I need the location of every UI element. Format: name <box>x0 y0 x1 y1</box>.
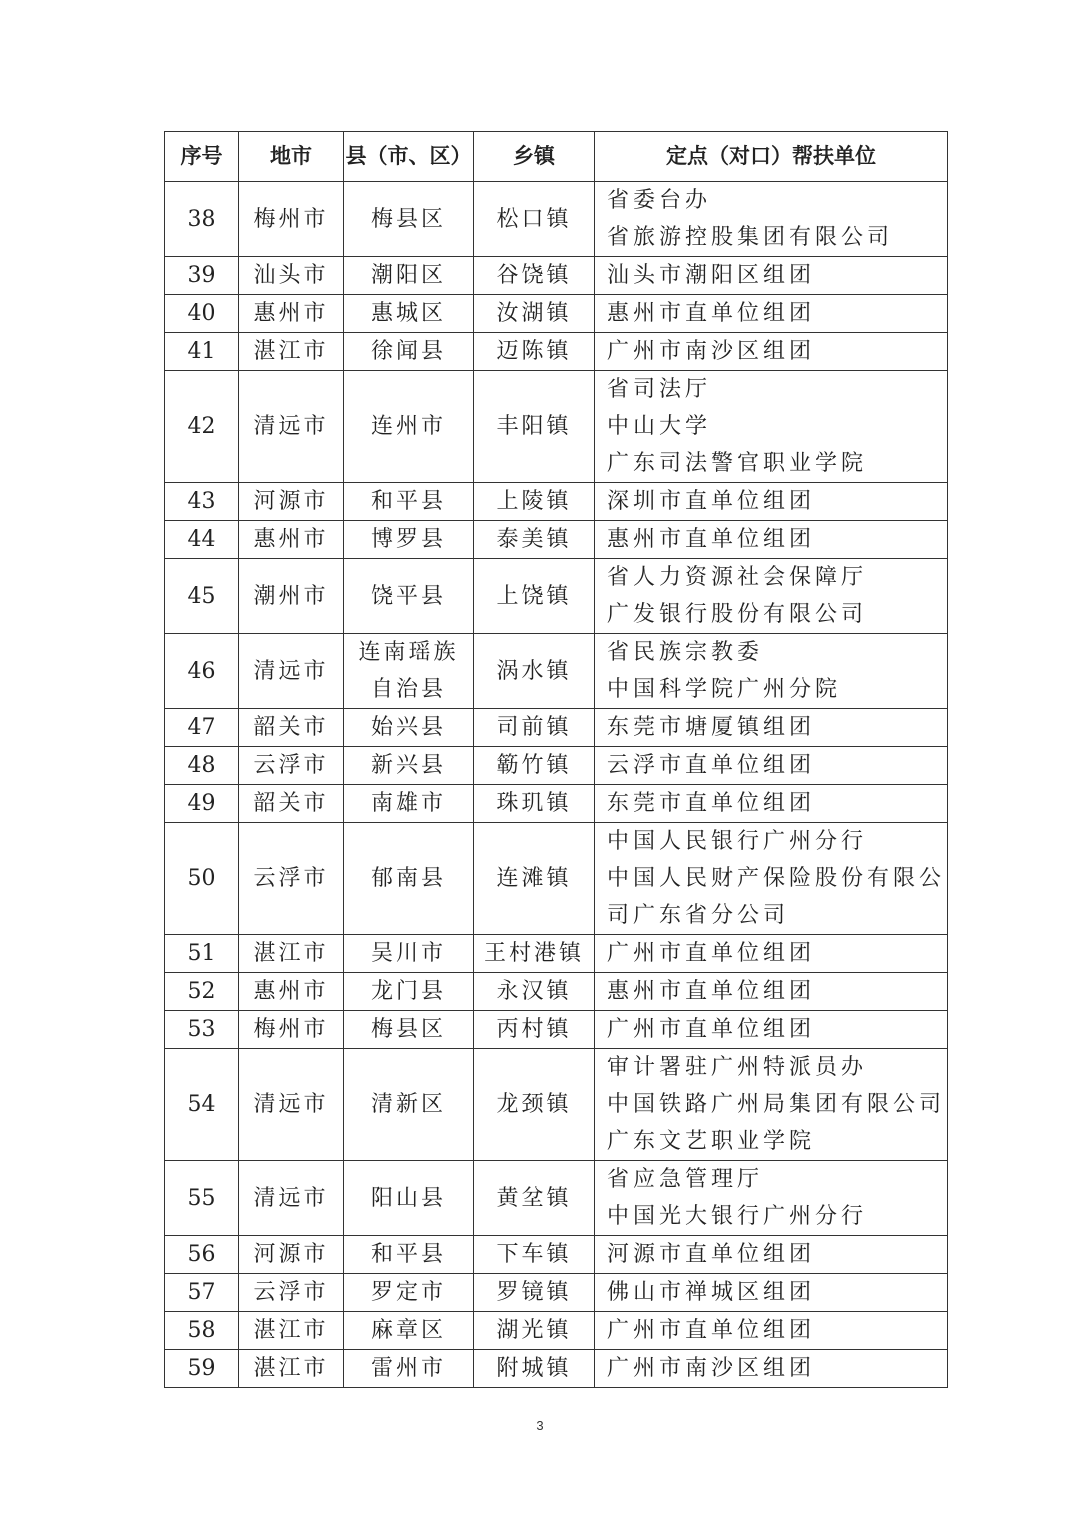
table-row <box>165 182 948 257</box>
county-line: 连州市 <box>370 414 446 439</box>
cell-serial: 46 <box>165 634 239 709</box>
cell-county <box>344 709 474 747</box>
table-row <box>165 785 948 823</box>
cell-city: 云浮市 <box>239 823 344 935</box>
cell-town: 珠玑镇 <box>474 785 595 823</box>
cell-town: 丙村镇 <box>474 1011 595 1049</box>
cell-county <box>344 1274 474 1312</box>
assistance-unit: 惠州市直单位组团 <box>607 301 816 326</box>
county-line: 梅县区 <box>370 1017 446 1042</box>
table-row <box>165 823 948 935</box>
cell-serial: 56 <box>165 1236 239 1274</box>
cell-city: 清远市 <box>239 371 344 483</box>
cell-assistance-units <box>595 935 948 973</box>
cell-city: 云浮市 <box>239 747 344 785</box>
county-line: 惠城区 <box>370 301 446 326</box>
cell-serial: 59 <box>165 1350 239 1388</box>
cell-assistance-units <box>595 257 948 295</box>
assistance-unit: 广东文艺职业学院 <box>607 1129 816 1154</box>
assistance-unit: 省应急管理厅 <box>607 1167 764 1192</box>
county-line: 自治县 <box>370 677 446 702</box>
cell-serial: 47 <box>165 709 239 747</box>
assistance-unit: 广州市南沙区组团 <box>607 1356 816 1381</box>
cell-town: 上饶镇 <box>474 559 595 634</box>
assistance-unit: 惠州市直单位组团 <box>607 979 816 1004</box>
county-line: 和平县 <box>370 1242 446 1267</box>
cell-county <box>344 823 474 935</box>
assistance-unit: 广州市直单位组团 <box>607 941 816 966</box>
cell-city: 梅州市 <box>239 182 344 257</box>
header-town: 乡镇 <box>474 132 595 182</box>
assistance-unit: 东莞市直单位组团 <box>607 791 816 816</box>
cell-county <box>344 1350 474 1388</box>
cell-city: 梅州市 <box>239 1011 344 1049</box>
cell-county <box>344 747 474 785</box>
cell-city: 惠州市 <box>239 521 344 559</box>
cell-town: 涡水镇 <box>474 634 595 709</box>
table-row <box>165 1161 948 1236</box>
county-line: 阳山县 <box>370 1185 446 1211</box>
table-row <box>165 1236 948 1274</box>
cell-city: 韶关市 <box>239 785 344 823</box>
cell-assistance-units <box>595 559 948 634</box>
table-row <box>165 483 948 521</box>
county-line: 和平县 <box>370 489 446 514</box>
cell-town: 连滩镇 <box>474 823 595 935</box>
cell-county <box>344 1161 474 1236</box>
assistance-unit: 云浮市直单位组团 <box>607 753 816 778</box>
cell-assistance-units <box>595 521 948 559</box>
cell-town: 簕竹镇 <box>474 747 595 785</box>
cell-serial: 45 <box>165 559 239 634</box>
cell-town: 上陵镇 <box>474 483 595 521</box>
assistance-unit: 佛山市禅城区组团 <box>607 1280 816 1305</box>
cell-county <box>344 257 474 295</box>
header-county: 县（市、区） <box>344 132 474 182</box>
assistance-unit: 中国光大银行广州分行 <box>607 1204 868 1229</box>
cell-town: 龙颈镇 <box>474 1049 595 1161</box>
table-row <box>165 1011 948 1049</box>
cell-town: 附城镇 <box>474 1350 595 1388</box>
table-row <box>165 333 948 371</box>
county-line: 博罗县 <box>370 527 446 552</box>
cell-city: 清远市 <box>239 1161 344 1236</box>
cell-serial: 38 <box>165 182 239 257</box>
cell-town: 永汉镇 <box>474 973 595 1011</box>
table-row <box>165 935 948 973</box>
cell-assistance-units <box>595 785 948 823</box>
cell-assistance-units <box>595 333 948 371</box>
cell-city: 湛江市 <box>239 1312 344 1350</box>
assistance-unit: 省旅游控股集团有限公司 <box>607 225 894 250</box>
cell-city: 湛江市 <box>239 935 344 973</box>
assistance-unit: 广州市直单位组团 <box>607 1017 816 1042</box>
cell-town: 谷饶镇 <box>474 257 595 295</box>
cell-assistance-units <box>595 1049 948 1161</box>
county-line: 潮阳区 <box>370 263 446 288</box>
assistance-unit: 省司法厅 <box>607 377 712 402</box>
cell-city: 云浮市 <box>239 1274 344 1312</box>
assistance-unit: 中国人民银行广州分行 <box>607 829 868 854</box>
cell-town: 下车镇 <box>474 1236 595 1274</box>
cell-city: 河源市 <box>239 1236 344 1274</box>
cell-assistance-units <box>595 1161 948 1236</box>
cell-serial: 43 <box>165 483 239 521</box>
county-line: 梅县区 <box>370 206 446 232</box>
header-city: 地市 <box>239 132 344 182</box>
cell-county <box>344 1011 474 1049</box>
cell-town: 泰美镇 <box>474 521 595 559</box>
cell-city: 湛江市 <box>239 1350 344 1388</box>
table-row <box>165 747 948 785</box>
cell-county <box>344 973 474 1011</box>
cell-county <box>344 785 474 823</box>
cell-serial: 42 <box>165 371 239 483</box>
assistance-unit: 汕头市潮阳区组团 <box>607 263 816 288</box>
county-line: 始兴县 <box>370 715 446 740</box>
cell-assistance-units <box>595 295 948 333</box>
cell-serial: 50 <box>165 823 239 935</box>
assistance-unit: 广东司法警官职业学院 <box>607 451 868 476</box>
county-line: 罗定市 <box>370 1280 446 1305</box>
cell-city: 韶关市 <box>239 709 344 747</box>
cell-assistance-units <box>595 371 948 483</box>
assistance-unit: 东莞市塘厦镇组团 <box>607 715 816 740</box>
cell-serial: 44 <box>165 521 239 559</box>
cell-assistance-units <box>595 709 948 747</box>
cell-county <box>344 1312 474 1350</box>
county-line: 麻章区 <box>370 1318 446 1343</box>
assistance-unit: 深圳市直单位组团 <box>607 489 816 514</box>
assistance-unit: 中国铁路广州局集团有限公司 <box>607 1092 946 1117</box>
table-row <box>165 709 948 747</box>
cell-county <box>344 559 474 634</box>
cell-serial: 52 <box>165 973 239 1011</box>
table-row <box>165 521 948 559</box>
cell-county <box>344 483 474 521</box>
county-line: 徐闻县 <box>370 339 446 364</box>
cell-serial: 53 <box>165 1011 239 1049</box>
cell-serial: 48 <box>165 747 239 785</box>
assistance-unit: 中国人民财产保险股份有限公 <box>607 866 946 891</box>
cell-city: 惠州市 <box>239 295 344 333</box>
table-row <box>165 257 948 295</box>
cell-serial: 41 <box>165 333 239 371</box>
table-row <box>165 1312 948 1350</box>
cell-city: 清远市 <box>239 634 344 709</box>
cell-county <box>344 333 474 371</box>
cell-city: 惠州市 <box>239 973 344 1011</box>
cell-assistance-units <box>595 483 948 521</box>
table-row <box>165 1049 948 1161</box>
county-line: 连南瑶族 <box>358 640 459 665</box>
cell-town: 黄坌镇 <box>474 1161 595 1236</box>
table-body <box>165 182 948 1388</box>
assistance-unit: 广州市南沙区组团 <box>607 339 816 364</box>
assistance-unit: 广发银行股份有限公司 <box>607 602 868 627</box>
assistance-unit: 司广东省分公司 <box>607 903 790 928</box>
cell-city: 湛江市 <box>239 333 344 371</box>
table-row <box>165 1274 948 1312</box>
cell-assistance-units <box>595 182 948 257</box>
assistance-unit: 广州市直单位组团 <box>607 1318 816 1343</box>
cell-serial: 51 <box>165 935 239 973</box>
cell-serial: 57 <box>165 1274 239 1312</box>
cell-city: 汕头市 <box>239 257 344 295</box>
county-line: 清新区 <box>370 1092 446 1117</box>
cell-assistance-units <box>595 1011 948 1049</box>
header-assistance-unit: 定点（对口）帮扶单位 <box>595 132 948 182</box>
cell-county <box>344 371 474 483</box>
assistance-unit: 省民族宗教委 <box>607 640 764 665</box>
assistance-table <box>164 131 948 1388</box>
assistance-unit: 惠州市直单位组团 <box>607 527 816 552</box>
table-row <box>165 634 948 709</box>
table-header-row <box>165 132 948 182</box>
assistance-unit: 省委台办 <box>607 188 712 213</box>
cell-serial: 39 <box>165 257 239 295</box>
header-serial: 序号 <box>165 132 239 182</box>
county-line: 龙门县 <box>370 979 446 1004</box>
table-row <box>165 295 948 333</box>
cell-assistance-units <box>595 973 948 1011</box>
cell-serial: 55 <box>165 1161 239 1236</box>
cell-county <box>344 634 474 709</box>
county-line: 饶平县 <box>370 583 446 609</box>
cell-county <box>344 1236 474 1274</box>
table-row <box>165 371 948 483</box>
county-line: 郁南县 <box>370 866 446 891</box>
cell-assistance-units <box>595 1236 948 1274</box>
cell-town: 罗镜镇 <box>474 1274 595 1312</box>
cell-serial: 58 <box>165 1312 239 1350</box>
county-line: 雷州市 <box>370 1356 446 1381</box>
cell-town: 迈陈镇 <box>474 333 595 371</box>
table-row <box>165 559 948 634</box>
cell-assistance-units <box>595 747 948 785</box>
cell-town: 司前镇 <box>474 709 595 747</box>
cell-assistance-units <box>595 823 948 935</box>
county-line: 新兴县 <box>370 753 446 778</box>
county-line: 南雄市 <box>370 791 446 816</box>
cell-county <box>344 1049 474 1161</box>
cell-serial: 40 <box>165 295 239 333</box>
assistance-unit: 省人力资源社会保障厅 <box>607 565 868 590</box>
table-row <box>165 973 948 1011</box>
cell-city: 清远市 <box>239 1049 344 1161</box>
assistance-unit: 中国科学院广州分院 <box>607 677 842 702</box>
cell-town: 松口镇 <box>474 182 595 257</box>
assistance-unit: 河源市直单位组团 <box>607 1242 816 1267</box>
table-row <box>165 1350 948 1388</box>
cell-serial: 49 <box>165 785 239 823</box>
county-line: 吴川市 <box>370 941 446 966</box>
cell-county <box>344 935 474 973</box>
cell-assistance-units <box>595 634 948 709</box>
cell-county <box>344 182 474 257</box>
page-number: 3 <box>536 1418 544 1433</box>
cell-county <box>344 521 474 559</box>
cell-town: 汝湖镇 <box>474 295 595 333</box>
cell-assistance-units <box>595 1350 948 1388</box>
cell-town: 湖光镇 <box>474 1312 595 1350</box>
cell-city: 潮州市 <box>239 559 344 634</box>
cell-city: 河源市 <box>239 483 344 521</box>
cell-assistance-units <box>595 1312 948 1350</box>
assistance-unit: 中山大学 <box>607 414 712 439</box>
cell-assistance-units <box>595 1274 948 1312</box>
cell-county <box>344 295 474 333</box>
assistance-unit: 审计署驻广州特派员办 <box>607 1055 868 1080</box>
cell-town: 丰阳镇 <box>474 371 595 483</box>
cell-town: 王村港镇 <box>474 935 595 973</box>
cell-serial: 54 <box>165 1049 239 1161</box>
